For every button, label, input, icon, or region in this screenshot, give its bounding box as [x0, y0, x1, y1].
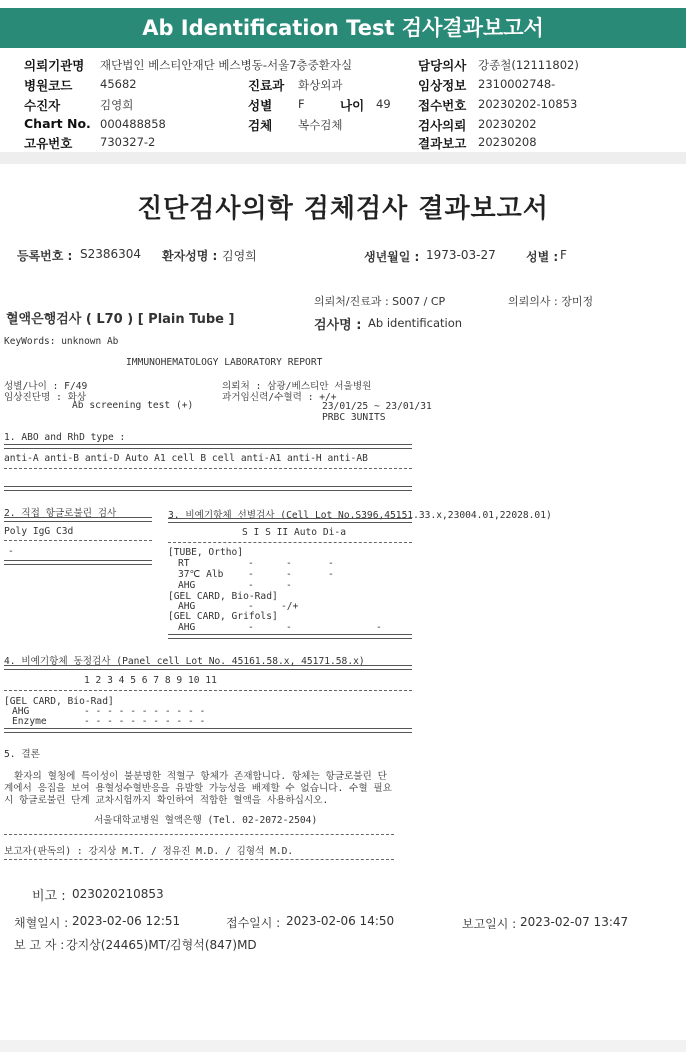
dept-value: 화상외과 [298, 78, 343, 92]
report-banner-title: Ab Identification Test 검사결과보고서 [0, 8, 686, 48]
page-separator [0, 152, 686, 164]
lab-referrer: 의뢰처 : 삼광/베스티안 서울병원 [222, 381, 372, 392]
request-value: 20230202 [478, 117, 537, 131]
screen-cell: - [248, 622, 254, 633]
receipt-label: 접수번호 [418, 98, 467, 113]
recipient-value: 김영희 [100, 98, 134, 112]
panel-enzyme-row: - - - - - - - - - - - [84, 716, 206, 727]
receive-label: 접수일시 : [226, 916, 281, 930]
lab-transfusion-units: PRBC 3UNITS [322, 412, 386, 423]
double-rule [4, 560, 152, 565]
dat-result: - [8, 546, 14, 557]
report-time-value: 2023-02-07 13:47 [520, 915, 629, 929]
dat-section-title: 2. 직접 항글로불린 검사 [4, 508, 117, 519]
chart-label: Chart No. [24, 116, 91, 131]
blood-bank-contact: 서울대학교병원 혈액은행 (Tel. 02-2072-2504) [94, 815, 318, 826]
double-rule [168, 518, 412, 523]
rule [4, 834, 394, 835]
panel-enzyme-label: Enzyme [12, 716, 47, 727]
screen-cell: - [248, 558, 254, 569]
rule [4, 859, 394, 860]
sex2-value: F [560, 248, 567, 262]
age-label: 나이 [340, 98, 365, 113]
doctor-value: 강종철(12111802) [478, 58, 579, 72]
panel-columns: 1 2 3 4 5 6 7 8 9 10 11 [84, 675, 217, 686]
screen-cell: - [286, 558, 292, 569]
reporter-value: 강지상(24465)MT/김형석(847)MD [66, 938, 257, 952]
ahg-biorad-label: AHG [178, 601, 196, 612]
screen-cell: - [286, 580, 292, 591]
note-label: 비고 : [32, 889, 66, 904]
keywords: KeyWords: unknown Ab [4, 336, 119, 347]
alb-label: 37℃ Alb [178, 569, 224, 580]
screen-cell: - [376, 622, 382, 633]
screen-cell: - [286, 569, 292, 580]
panel-ahg-row: - - - - - - - - - - - [84, 706, 206, 717]
screen-cell: - [286, 622, 292, 633]
report-title: 진단검사의학 검체검사 결과보고서 [137, 194, 549, 224]
request-label: 검사의뢰 [418, 118, 467, 133]
screen-cell: - [248, 580, 254, 591]
lab-screening: Ab screening test (+) [72, 400, 194, 411]
physician-line: 의뢰의사 : 장미정 [508, 295, 594, 308]
double-rule [4, 486, 412, 491]
double-rule [4, 728, 412, 733]
abo-section-title: 1. ABO and RhD type : [4, 432, 126, 443]
screen-section-title: 3. 비예기항체 선별검사 (Cell Lot No.S396,45151.33.x,23004.01,22028.01) [168, 510, 552, 521]
sex-value: F [298, 97, 305, 111]
rule [4, 468, 412, 469]
patient-label: 환자성명 : [162, 249, 218, 263]
collect-value: 2023-02-06 12:51 [72, 914, 181, 928]
collect-label: 채혈일시 : [14, 916, 69, 930]
sex-label: 성별 [248, 98, 273, 113]
ahg-grifols-label: AHG [178, 622, 196, 633]
gel-grifols-label: [GEL CARD, Grifols] [168, 611, 278, 622]
conclusion-title: 5. 결론 [4, 749, 40, 760]
receive-value: 2023-02-06 14:50 [286, 914, 395, 928]
screen-cell: - [328, 558, 334, 569]
doctor-label: 담당의사 [418, 58, 467, 73]
abo-columns: anti-A anti-B anti-D Auto A1 cell B cell anti-A1 anti-H anti-AB [4, 453, 368, 464]
dat-columns: Poly IgG C3d [4, 526, 74, 537]
clinical-label: 임상정보 [418, 78, 467, 93]
conclusion-line-1: 환자의 혈청에 특이성이 불분명한 적혈구 항체가 존재합니다. 항체는 항글로불린 단 [14, 771, 387, 782]
unique-label: 고유번호 [24, 136, 73, 151]
panel-gel-label: [GEL CARD, Bio-Rad] [4, 696, 114, 707]
lab-diagnosis: 임상진단명 : 화상 [4, 392, 87, 403]
panel-section-title: 4. 비예기항체 동정검사 (Panel cell Lot No. 45161.58.x, 45171.58.x) [4, 656, 365, 667]
report-date-label: 결과보고 [418, 136, 467, 151]
chart-value: 000488858 [100, 117, 166, 131]
exam-value: Ab identification [368, 316, 463, 330]
reg-label: 등록번호 : [17, 249, 73, 263]
clinical-value: 2310002748- [478, 77, 556, 91]
screen-cell: - [248, 601, 254, 612]
institution-label: 의뢰기관명 [24, 58, 85, 73]
conclusion-line-3: 시 항글로불린 단계 교차시험까지 확인하여 적합한 혈액을 사용하십시오. [4, 795, 329, 806]
gel-biorad-label: [GEL CARD, Bio-Rad] [168, 591, 278, 602]
rt-label: RT [178, 558, 190, 569]
double-rule [4, 665, 412, 670]
double-rule [168, 634, 412, 639]
report-date-value: 20230208 [478, 135, 537, 149]
page-bottom-band [0, 1040, 686, 1052]
screen-cell-weak: -/+ [281, 601, 299, 612]
reg-value: S2386304 [80, 247, 142, 261]
receipt-value: 20230202-10853 [478, 97, 578, 111]
recipient-label: 수진자 [24, 98, 61, 113]
hospital-code-label: 병원코드 [24, 78, 73, 93]
note-value: 023020210853 [72, 887, 164, 901]
panel-ahg-label: AHG [12, 706, 30, 717]
sex2-label: 성별 : [526, 250, 559, 264]
double-rule [4, 517, 152, 522]
patient-value: 김영희 [222, 249, 257, 263]
double-rule [4, 444, 412, 449]
lab-report-title: IMMUNOHEMATOLOGY LABORATORY REPORT [126, 357, 323, 368]
dob-value: 1973-03-27 [426, 248, 496, 262]
specimen-label: 검체 [248, 118, 273, 133]
exam-label: 검사명 : [314, 318, 362, 333]
screen-cell: - [328, 569, 334, 580]
unique-value: 730327-2 [100, 135, 156, 149]
rule [4, 540, 152, 541]
lab-reporters: 보고자(판독의) : 강지상 M.T. / 정유진 M.D. / 김형석 M.D. [4, 846, 294, 857]
dob-label: 생년월일 : [364, 250, 420, 264]
rule [168, 542, 412, 543]
rule [4, 690, 412, 691]
screen-columns: S I S II Auto Di-a [242, 527, 346, 538]
screen-cell: - [248, 569, 254, 580]
tube-ortho-label: [TUBE, Ortho] [168, 547, 244, 558]
reporter-label: 보 고 자 : [14, 938, 65, 952]
section-title: 혈액은행검사 ( L70 ) [ Plain Tube ] [6, 312, 235, 327]
conclusion-line-2: 계에서 응집을 보여 용혈성수혈반응을 유발할 가능성을 배제할 수 없습니다. 수혈 필요 [4, 783, 392, 794]
dept-label: 진료과 [248, 78, 285, 93]
lab-transfusion-dates: 23/01/25 ~ 23/01/31 [322, 401, 432, 412]
institution-value: 재단법인 베스티안재단 베스병동-서울7층중환자실 [100, 58, 353, 72]
lab-history: 과거임신력/수혈력 : +/+ [222, 392, 337, 403]
report-time-label: 보고일시 : [462, 917, 517, 931]
age-value: 49 [376, 97, 391, 111]
lab-sex-age: 성별/나이 : F/49 [4, 381, 88, 392]
ahg-label: AHG [178, 580, 196, 591]
specimen-value: 복수검체 [298, 118, 343, 132]
dept-line: 의뢰처/진료과 : S007 / CP [314, 295, 446, 308]
hospital-code-value: 45682 [100, 77, 137, 91]
